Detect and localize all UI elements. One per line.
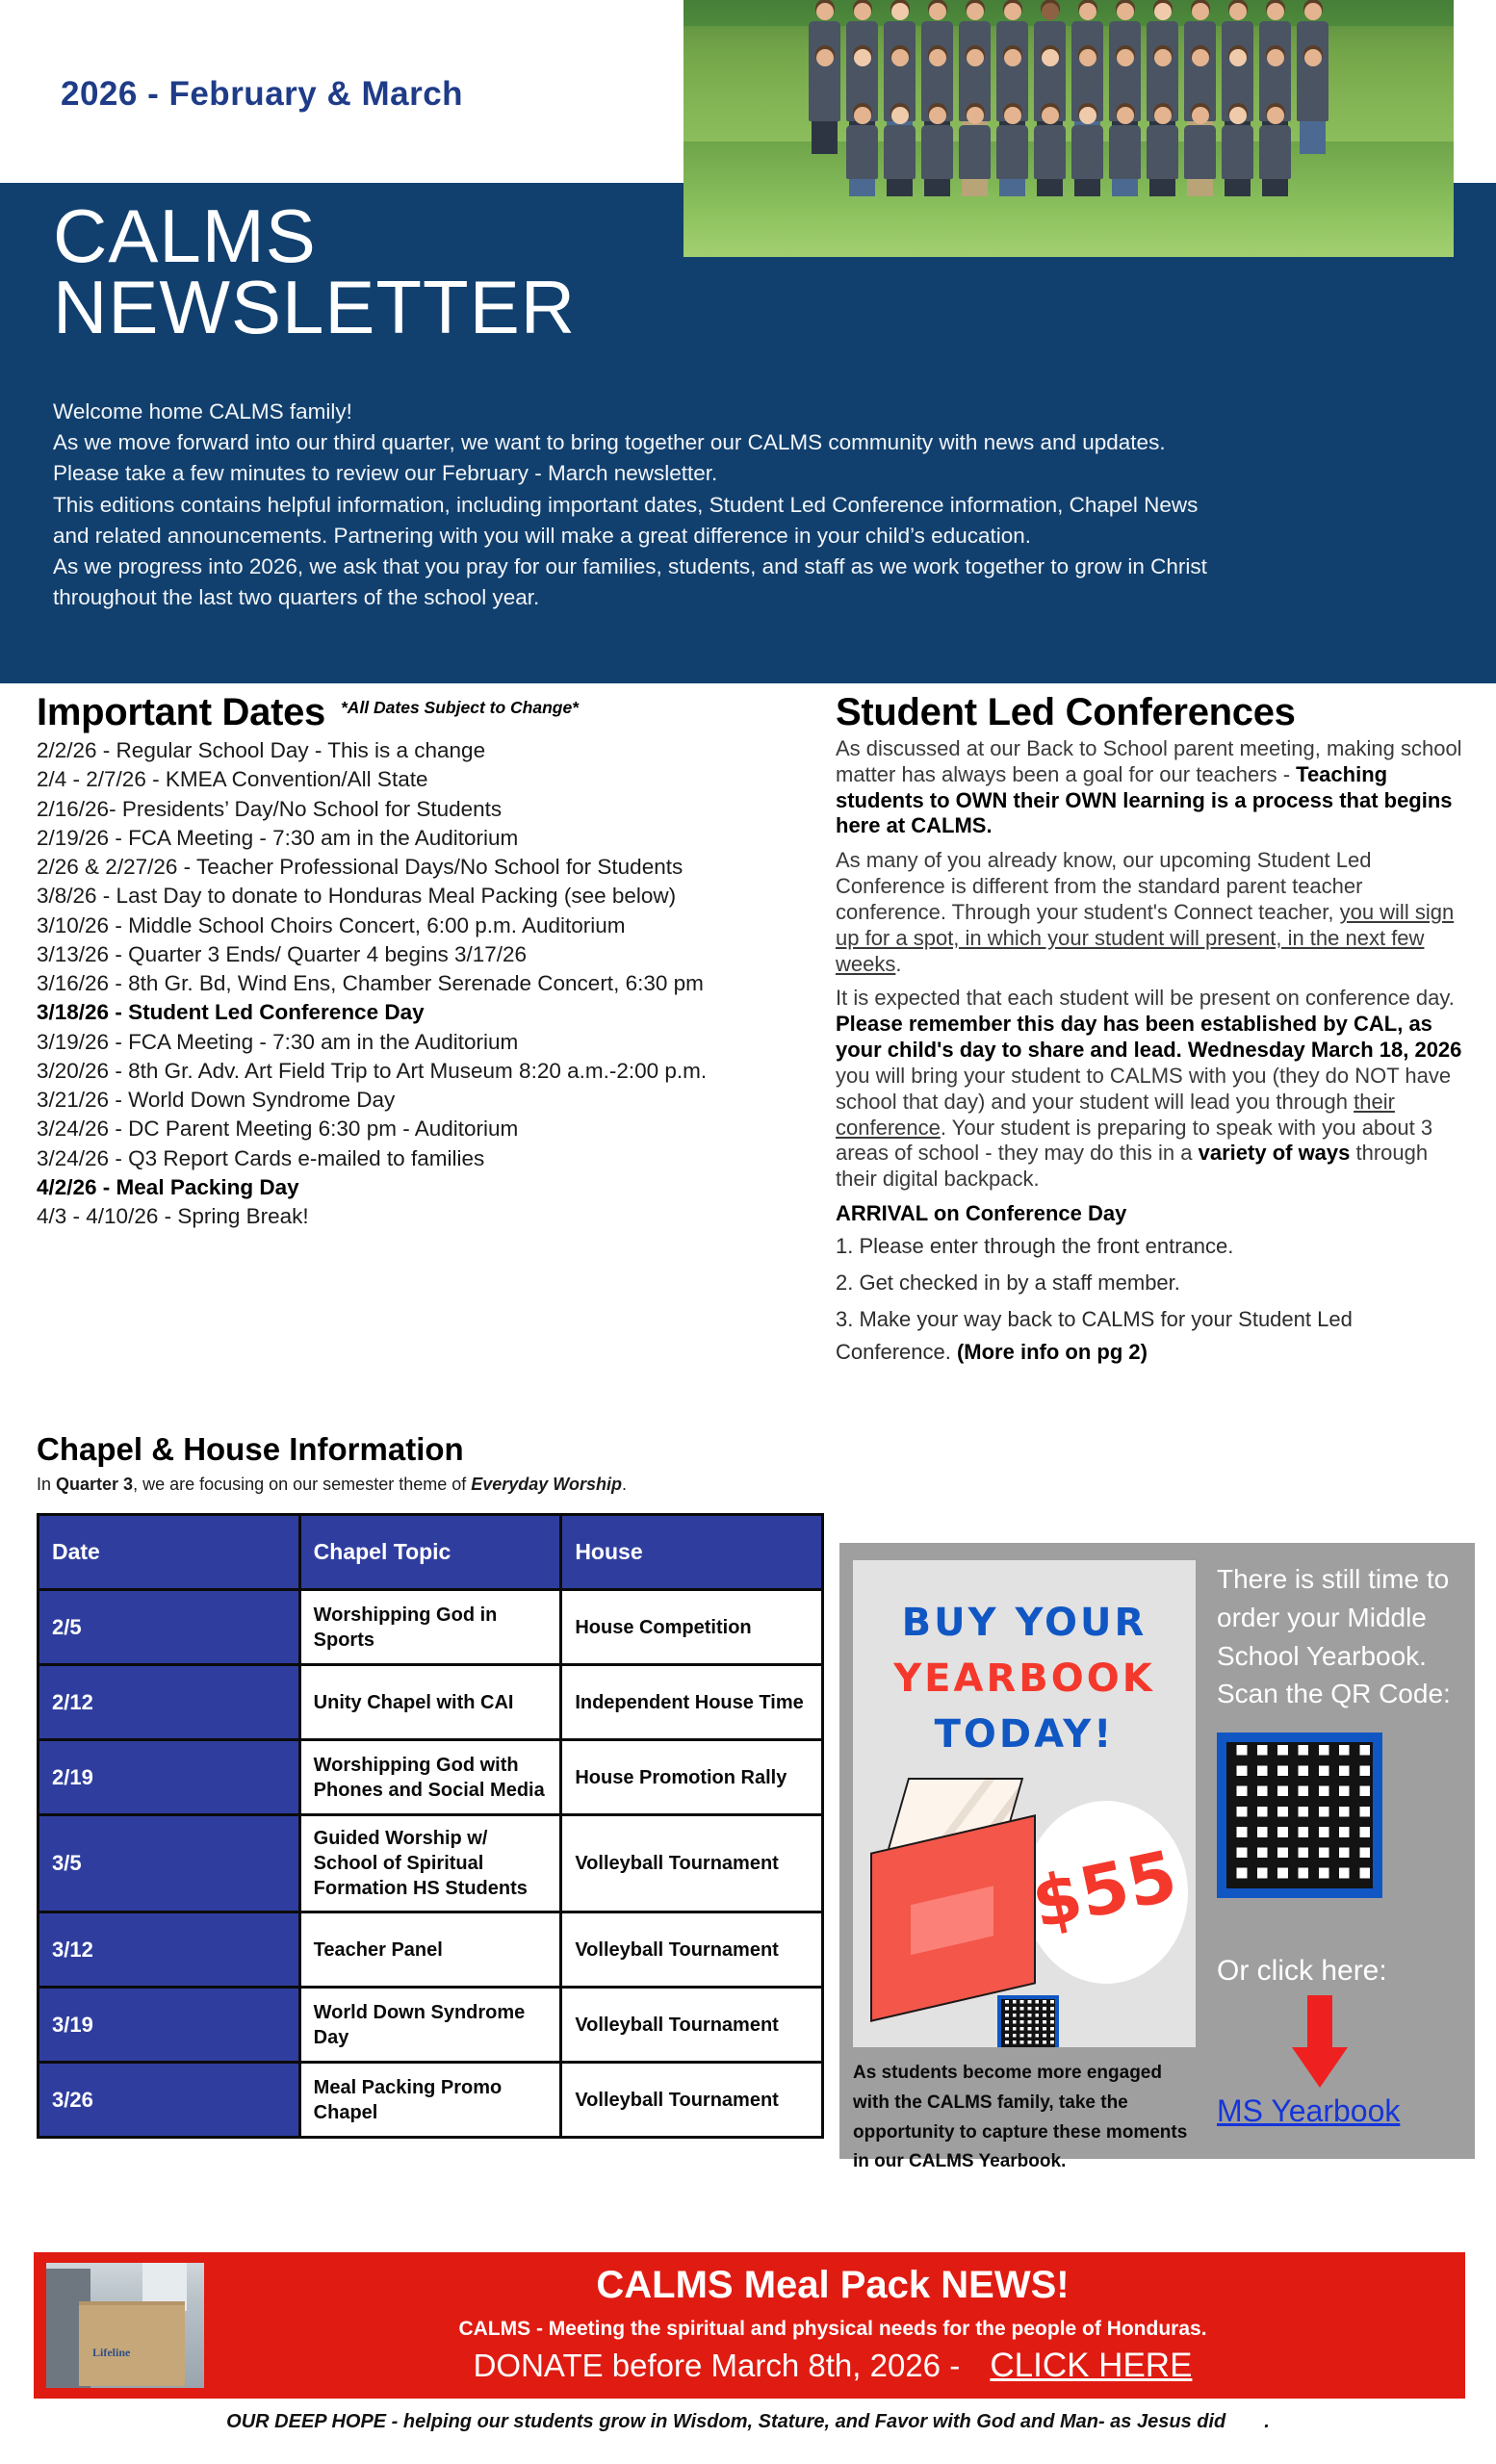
yearbook-blurb: As students become more engaged with the CALMS family, take the opportunity to capture these moments in our CALMS Yearbook. xyxy=(853,2063,1188,2172)
cell-topic: Worshipping God with Phones and Social Media xyxy=(299,1740,561,1815)
book-cover-label xyxy=(911,1886,993,1955)
cell-topic: World Down Syndrome Day xyxy=(299,1988,561,2063)
chapel-sub-pre: In xyxy=(37,1475,57,1494)
title-line-2: NEWSLETTER xyxy=(53,265,577,350)
intro-paragraph-6: throughout the last two quarters of the school year. xyxy=(53,585,540,610)
slc-paragraph-2 xyxy=(836,848,1471,977)
table-header-row xyxy=(39,1515,823,1590)
yearbook-poster xyxy=(853,1560,1196,2047)
staff-group-photo xyxy=(684,0,1454,257)
chapel-sub-mid: , we are focusing on our semester theme of xyxy=(133,1475,472,1494)
title-line-1: CALMS xyxy=(53,193,317,278)
poster-line-3: TODAY! xyxy=(934,1712,1115,1757)
meal-pack-photo xyxy=(46,2263,204,2388)
list-item: 4/2/26 - Meal Packing Day xyxy=(37,1174,299,1199)
cell-topic: Meal Packing Promo Chapel xyxy=(299,2063,561,2138)
student-led-conferences-section xyxy=(836,691,1471,1369)
poster-line-2: YEARBOOK xyxy=(893,1656,1155,1701)
cell-topic: Guided Worship w/ School of Spiritual Formation HS Students xyxy=(299,1815,561,1912)
ms-yearbook-link[interactable]: MS Yearbook xyxy=(1217,2093,1401,2128)
arrival-step-1: 1. Please enter through the front entrance. xyxy=(836,1234,1234,1259)
slc-p3-underline: their conference xyxy=(836,1089,1395,1140)
chapel-sub-quarter: Quarter 3 xyxy=(56,1475,134,1494)
more-info-note: (More info on pg 2) xyxy=(956,1340,1148,1365)
chapel-sub-end: . xyxy=(621,1475,627,1494)
slc-paragraph-3 xyxy=(836,986,1471,1193)
photo-row-front xyxy=(684,107,1454,196)
cell-topic: Unity Chapel with CAI xyxy=(299,1665,561,1740)
list-item: 3/19/26 - FCA Meeting - 7:30 am in the Auditorium xyxy=(37,1029,519,1054)
slc-p2-underline: you will sign up for a spot, in which your student will present, in the next few weeks xyxy=(836,899,1455,976)
chapel-subtitle xyxy=(37,1475,826,1495)
intro-paragraph-5: As we progress into 2026, we ask that you pray for our families, students, and staff as we work together to grow in Christ xyxy=(53,553,1207,578)
list-item: 3/24/26 - Q3 Report Cards e-mailed to families xyxy=(37,1145,485,1170)
click-here-link[interactable]: CLICK HERE xyxy=(990,2347,1193,2384)
list-item: 2/26 & 2/27/26 - Teacher Professional Days/No School for Students xyxy=(37,855,684,879)
chapel-schedule-table xyxy=(37,1513,824,2139)
cell-house: Volleyball Tournament xyxy=(561,1912,823,1988)
student-led-body xyxy=(836,736,1471,1369)
column-header-date: Date xyxy=(39,1515,300,1590)
arrow-shaft xyxy=(1307,1995,1332,2049)
yearbook-panel xyxy=(839,1543,1475,2172)
book-illustration-icon xyxy=(870,1778,1053,2018)
yearbook-price: $55 xyxy=(1024,1835,1184,1944)
footer-period: . xyxy=(1264,2411,1270,2432)
footer-deep-hope xyxy=(0,2411,1496,2433)
slc-p3-bold-1: Please remember this day has been established by CAL, as your child's day to share and lead. Wednesday March 18, 2026 xyxy=(836,1012,1462,1063)
intro-paragraph-1: As we move forward into our third quarter, we want to bring together our CALMS community with news and updates. xyxy=(53,430,1166,455)
arrow-head xyxy=(1292,2047,1348,2088)
yearbook-info-column xyxy=(1217,1560,1461,1898)
lifeline-logo: Lifeline xyxy=(92,2346,131,2359)
list-item: 2/2/26 - Regular School Day - This is a change xyxy=(37,738,486,762)
qr-pattern xyxy=(1001,1999,1055,2047)
or-click-here-label: Or click here: xyxy=(1217,1955,1387,1987)
list-item: 2/4 - 2/7/26 - KMEA Convention/All State xyxy=(37,767,428,792)
slc-p1-plain: As discussed at our Back to School parent meeting, making school matter has always been a goal for our teachers - xyxy=(836,736,1462,786)
important-dates-section xyxy=(37,691,816,1231)
table-row xyxy=(39,1665,823,1740)
list-item: 3/18/26 - Student Led Conference Day xyxy=(37,1000,425,1025)
column-header-chapel-topic: Chapel Topic xyxy=(299,1515,561,1590)
cell-house: House Promotion Rally xyxy=(561,1740,823,1815)
cell-topic: Teacher Panel xyxy=(299,1912,561,1988)
list-item: 3/8/26 - Last Day to donate to Honduras Meal Packing (see below) xyxy=(37,884,677,909)
qr-pattern xyxy=(1226,1742,1373,1888)
slc-p3-bold-2: variety of ways xyxy=(1198,1141,1351,1166)
meal-pack-donate-line xyxy=(217,2347,1449,2385)
list-item: 3/16/26 - 8th Gr. Bd, Wind Ens, Chamber Serenade Concert, 6:30 pm xyxy=(37,971,704,995)
list-item: 4/3 - 4/10/26 - Spring Break! xyxy=(37,1204,309,1228)
list-item: 3/10/26 - Middle School Choirs Concert, 6:00 p.m. Auditorium xyxy=(37,912,626,937)
list-item: 2/16/26- Presidents’ Day/No School for Students xyxy=(37,796,503,821)
issue-date: 2026 - February & March xyxy=(61,75,464,113)
cell-date: 3/26 xyxy=(39,2063,300,2138)
photo-donation-box xyxy=(79,2301,185,2386)
important-dates-heading: Important Dates xyxy=(37,691,325,733)
cell-house: Volleyball Tournament xyxy=(561,2063,823,2138)
arrival-steps xyxy=(836,1230,1471,1369)
list-item: 3/20/26 - 8th Gr. Adv. Art Field Trip to Art Museum 8:20 a.m.-2:00 p.m. xyxy=(37,1058,708,1083)
yearbook-promo-text: There is still time to order your Middle School Yearbook. Scan the QR Code: xyxy=(1217,1564,1451,1709)
slc-p3-plain-4: through their digital backpack. xyxy=(836,1141,1429,1192)
newsletter-title xyxy=(53,193,708,350)
hero-intro-text xyxy=(53,397,1420,613)
poster-line-1: BUY YOUR xyxy=(901,1601,1148,1645)
arrival-step-2: 2. Get checked in by a staff member. xyxy=(836,1270,1180,1296)
cell-date: 3/19 xyxy=(39,1988,300,2063)
slc-p3-plain-2: you will bring your student to CALMS with you (they do NOT have school that day) and your student will lead you through xyxy=(836,1063,1452,1114)
poster-qr-code-icon xyxy=(997,1995,1059,2047)
cell-date: 2/5 xyxy=(39,1590,300,1665)
cell-house: House Competition xyxy=(561,1590,823,1665)
chapel-house-section xyxy=(37,1431,826,2139)
slc-p1-bold: Teaching students to OWN their OWN learning is a process that begins here at CALMS. xyxy=(836,761,1453,838)
table-row xyxy=(39,1740,823,1815)
dates-subject-to-change-note: *All Dates Subject to Change* xyxy=(341,698,579,717)
chapel-heading: Chapel & House Information xyxy=(37,1431,464,1467)
cell-topic: Worshipping God in Sports xyxy=(299,1590,561,1665)
intro-paragraph-4: and related announcements. Partnering with you will make a great difference in your child’s education. xyxy=(53,523,1032,548)
chapel-sub-theme: Everyday Worship xyxy=(471,1475,622,1494)
slc-p2-tail: . xyxy=(895,951,902,976)
cell-house: Volleyball Tournament xyxy=(561,1988,823,2063)
slc-p2-plain: As many of you already know, our upcoming Student Led Conference is different from the standard parent teacher conference. Through your student's Connect teacher, xyxy=(836,848,1372,924)
list-item: 3/24/26 - DC Parent Meeting 6:30 pm - Auditorium xyxy=(37,1116,519,1142)
student-led-heading: Student Led Conferences xyxy=(836,691,1296,733)
intro-paragraph-2: Please take a few minutes to review our February - March newsletter. xyxy=(53,461,718,486)
slc-paragraph-1 xyxy=(836,736,1471,839)
meal-pack-subtitle: CALMS - Meeting the spiritual and physical needs for the people of Honduras. xyxy=(458,2318,1207,2340)
arrival-step-3 xyxy=(836,1303,1471,1369)
cell-date: 2/12 xyxy=(39,1665,300,1740)
table-row xyxy=(39,1912,823,1988)
footer-hope-text: OUR DEEP HOPE - helping our students grow in Wisdom, Stature, and Favor with God and Man- as Jesus did xyxy=(226,2411,1226,2432)
yearbook-qr-code-icon[interactable] xyxy=(1217,1732,1382,1898)
cell-house: Independent House Time xyxy=(561,1665,823,1740)
slc-p3-plain: It is expected that each student will be present on conference day. xyxy=(836,986,1455,1011)
table-row xyxy=(39,1590,823,1665)
donate-text: DONATE before March 8th, 2026 - xyxy=(473,2348,969,2383)
welcome-line: Welcome home CALMS family! xyxy=(53,399,352,424)
column-header-house: House xyxy=(561,1515,823,1590)
list-item: 3/13/26 - Quarter 3 Ends/ Quarter 4 begins 3/17/26 xyxy=(37,941,528,966)
table-row xyxy=(39,2063,823,2138)
arrival-step-3-text: 3. Make your way back to CALMS for your Student Led Conference. xyxy=(836,1307,1353,1365)
hero-banner xyxy=(0,183,1496,683)
arrival-heading: ARRIVAL on Conference Day xyxy=(836,1201,1127,1226)
cell-house: Volleyball Tournament xyxy=(561,1815,823,1912)
cell-date: 2/19 xyxy=(39,1740,300,1815)
cell-date: 3/5 xyxy=(39,1815,300,1912)
cell-date: 3/12 xyxy=(39,1912,300,1988)
list-item: 3/21/26 - World Down Syndrome Day xyxy=(37,1088,396,1112)
meal-pack-banner xyxy=(34,2252,1465,2399)
list-item: 2/19/26 - FCA Meeting - 7:30 am in the Auditorium xyxy=(37,825,519,850)
intro-paragraph-3: This editions contains helpful information, including important dates, Student Led Conference information, Chapel News xyxy=(53,492,1199,517)
table-row xyxy=(39,1815,823,1912)
table-row xyxy=(39,1988,823,2063)
slc-p3-plain-3: . Your student is preparing to speak with you about 3 areas of school - they may do this in a xyxy=(836,1115,1433,1166)
important-dates-list xyxy=(37,736,816,1231)
meal-pack-title: CALMS Meal Pack NEWS! xyxy=(596,2264,1070,2306)
